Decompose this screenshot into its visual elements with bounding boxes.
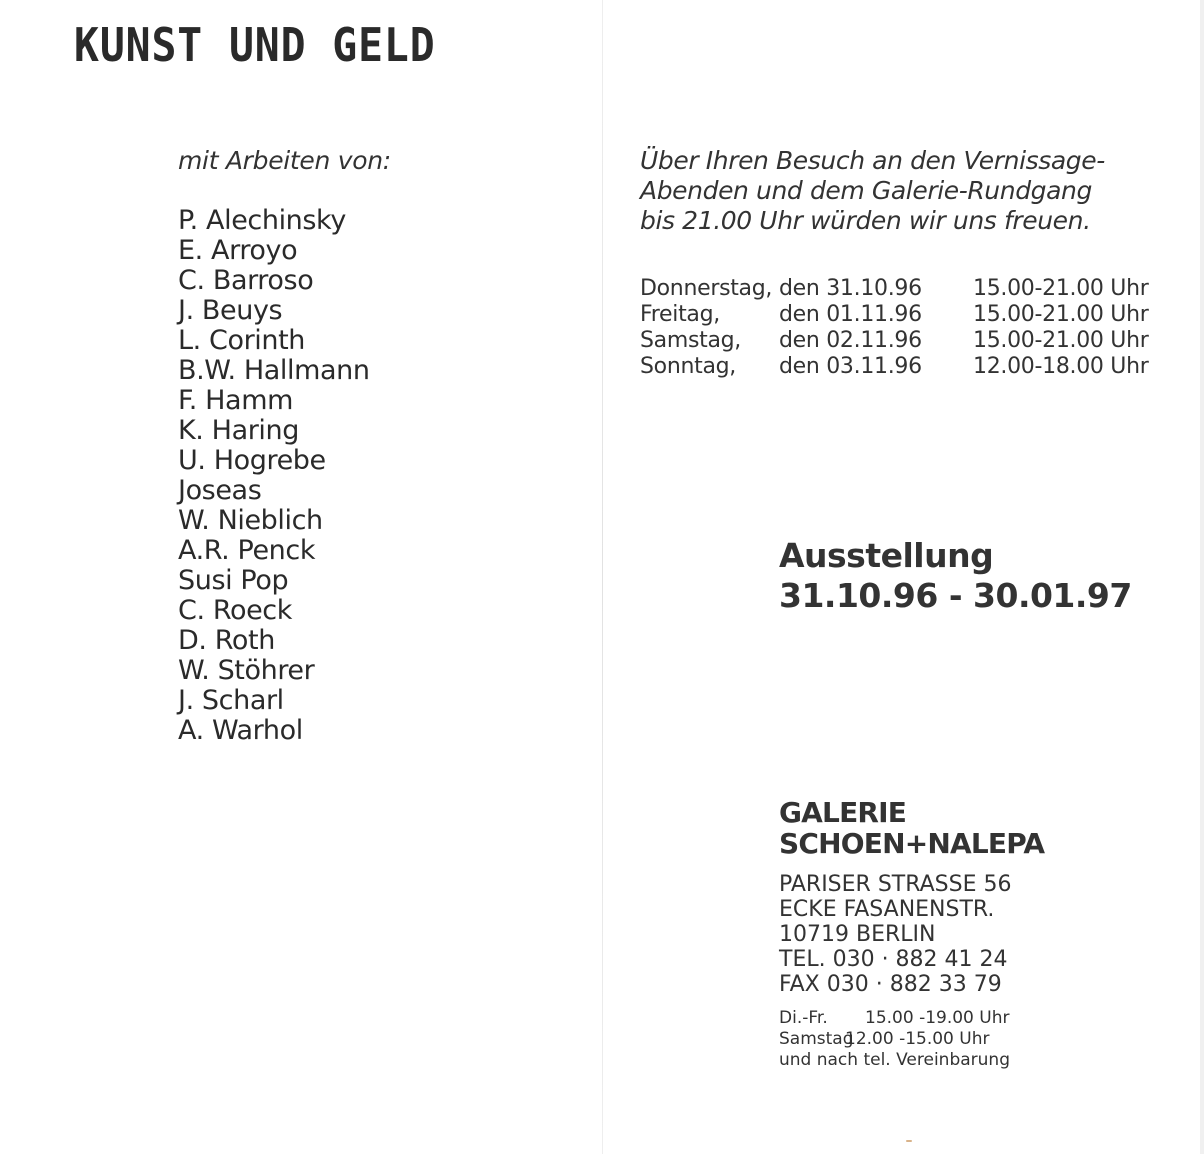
schedule-day: Donnerstag, [640,276,773,301]
list-item: B.W. Hallmann [178,355,370,386]
address-street: PARISER STRASSE 56 [779,872,1012,897]
page-edge [1200,0,1204,1154]
exhibition-label: Ausstellung [779,536,994,575]
hours-label: Di.-Fr. [779,1008,828,1028]
hours-time: 15.00 -19.00 Uhr [865,1008,1010,1028]
exhibition-range: 31.10.96 - 30.01.97 [779,576,1132,615]
gallery-address [779,872,1012,997]
list-item: P. Alechinsky [178,205,346,236]
address-tel: TEL. 030 · 882 41 24 [779,947,1008,972]
schedule-date: den 03.11.96 [779,354,922,379]
invitation-text [640,146,1105,236]
invitation-line: bis 21.00 Uhr würden wir uns freuen. [640,206,1091,235]
artist-list [178,206,370,746]
schedule-time: 12.00-18.00 Uhr [973,354,1149,379]
schedule-day: Samstag, [640,328,742,353]
page-fold [602,0,603,1154]
gallery-name-line1: GALERIE [779,796,907,829]
hours-time: 12.00 -15.00 Uhr [845,1029,990,1049]
hours-label: Samstag [779,1029,854,1049]
list-item: L. Corinth [178,325,305,356]
list-item: Joseas [178,475,262,506]
page-title: KUNST UND GELD [74,18,436,72]
schedule-day: Sonntag, [640,354,736,379]
list-item: E. Arroyo [178,235,298,266]
list-item: J. Beuys [178,295,283,326]
schedule-day: Freitag, [640,302,720,327]
gallery-name [779,797,1044,859]
address-city: 10719 BERLIN [779,922,936,947]
schedule-date: den 01.11.96 [779,302,922,327]
list-item: Susi Pop [178,565,289,596]
list-item: U. Hogrebe [178,445,326,476]
exhibition-dates [779,536,1132,616]
schedule-time: 15.00-21.00 Uhr [973,276,1149,301]
artists-intro: mit Arbeiten von: [178,146,391,175]
list-item: J. Scharl [178,685,284,716]
address-fax: FAX 030 · 882 33 79 [779,972,1002,997]
schedule-time: 15.00-21.00 Uhr [973,328,1149,353]
list-item: A. Warhol [178,715,303,746]
address-corner: ECKE FASANENSTR. [779,897,995,922]
list-item: C. Barroso [178,265,314,296]
paper-mark [906,1140,912,1142]
schedule-time: 15.00-21.00 Uhr [973,302,1149,327]
list-item: K. Haring [178,415,299,446]
invitation-line: Über Ihren Besuch an den Vernissage- [640,146,1105,175]
list-item: C. Roeck [178,595,292,626]
schedule-date: den 31.10.96 [779,276,922,301]
list-item: F. Hamm [178,385,294,416]
list-item: W. Stöhrer [178,655,315,686]
list-item: W. Nieblich [178,505,323,536]
gallery-name-line2: SCHOEN+NALEPA [779,827,1045,860]
schedule-date: den 02.11.96 [779,328,922,353]
list-item: D. Roth [178,625,275,656]
invitation-line: Abenden und dem Galerie-Rundgang [640,176,1092,205]
list-item: A.R. Penck [178,535,316,566]
